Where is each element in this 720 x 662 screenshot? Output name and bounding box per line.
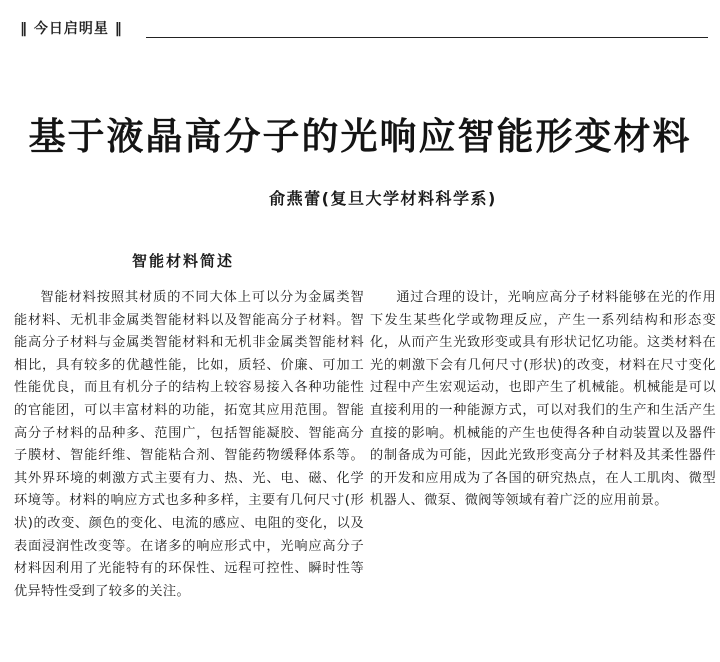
header-rule [146,37,708,38]
left-column [14,287,364,603]
right-paragraph: 通过合理的设计，光响应高分子材料能够在光的作用下发生某些化学或物理反应，产生一系列结构和形态变化，从而产生光致形变或具有形状记忆功能。这类材料在光的刺激下会有几何尺寸(形状)的改变，材料在尺寸变化过程中产生宏观运动，也即产生了机械能。机械能是可以直接利用的一种能源方式，可以对我们的生产和生活产生直接的影响。机械能的产生也使得各种自动装置以及器件的制备成为可能，因此光致形变高分子材料及其柔性器件的开发和应用成为了各国的研究热点，在人工肌肉、微型机器人、微泵、微阀等领域有着广泛的应用前景。 [370,290,716,509]
section-heading: 智能材料简述 [132,252,235,270]
article-title: 基于液晶高分子的光响应智能形变材料 [28,115,692,158]
column-label: ‖ 今日启明星 ‖ [20,21,123,37]
author-byline: 俞燕蕾(复旦大学材料科学系) [269,189,497,208]
right-column [370,287,716,513]
column-header [20,18,708,44]
left-paragraph: 智能材料按照其材质的不同大体上可以分为金属类智能材料、无机非金属类智能材料以及智能高分子材料。智能高分子材料与金属类智能材料和无机非金属类智能材料相比，具有较多的优越性能，比如，质轻、价廉、可加工性能优良，而且有机分子的结构上较容易接入各种功能性的官能团，可以丰富材料的功能，拓宽其应用范围。智能高分子材料的品种多、范围广，包括智能凝胶、智能高分子膜材、智能纤维、智能粘合剂、智能药物缓释体系等。其外界环境的刺激方式主要有力、热、光、电、磁、化学环境等。材料的响应方式也多种多样，主要有几何尺寸(形状)的改变、颜色的变化、电流的感应、电阻的变化，以及表面浸润性改变等。在诸多的响应形式中，光响应高分子材料因利用了光能特有的环保性、远程可控性、瞬时性等优异特性受到了较多的关注。 [14,290,364,599]
